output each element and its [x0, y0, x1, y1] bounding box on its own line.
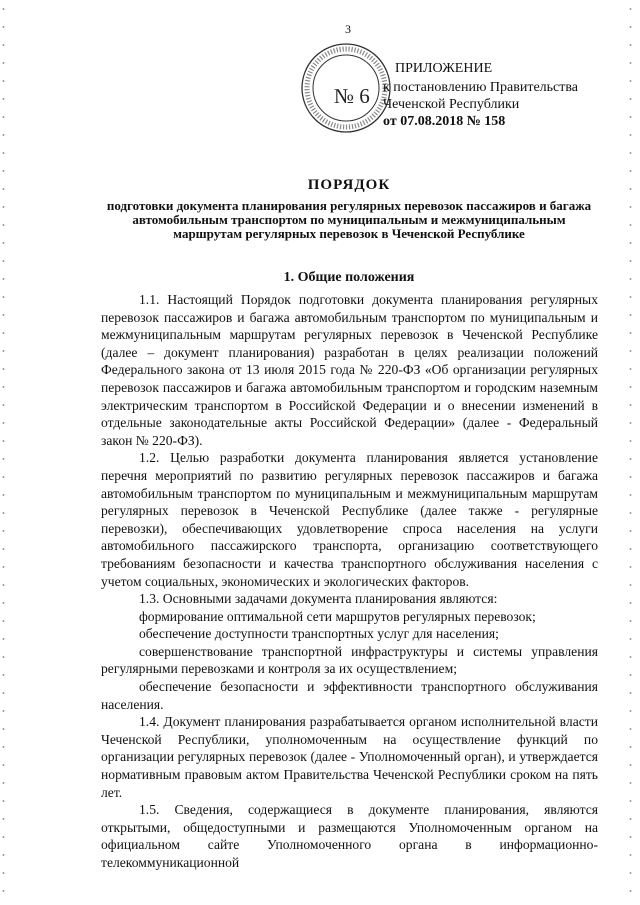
paragraph: 1.2. Целью разработки документа планирования является установление перечня мероприятий по развитию регулярных перевозок пассажиров и багажа автомобильным транспортом по муниципальным и межмуниципальным маршрутам регулярных перевозок в Чеченской Республике (далее также - регулярные перевозки), обеспечивающих удовлетворение спроса населения на услуги автомобильного пассажирского транспорта, организацию соответствующего требованиям безопасности и качества транспортного обслуживания населения с учетом социальных, экономических и экологических факторов.: [101, 450, 598, 589]
document-subtitle: подготовки документа планирования регулярных перевозок пассажиров и багажа автомобильным транспортом по муниципальным и межмуниципальным маршрутам регулярных перевозок в Чеченской Республике: [106, 198, 592, 241]
paragraph: совершенствование транспортной инфраструктуры и системы управления регулярными перевозками и контроля за их осуществлением;: [101, 643, 598, 677]
paragraph: 1.4. Документ планирования разрабатывается органом исполнительной власти Чеченской Республики, уполномоченным на осуществление функций по организации регулярных перевозок (далее - Уполномоченный орган), и утверждается нормативным правовым актом Правительства Чеченской Республики сроком на пять лет.: [101, 714, 598, 800]
appendix-line-2: Чеченской Республики: [383, 97, 520, 112]
stamp-number: № 6: [334, 84, 370, 108]
paragraph: 1.3. Основными задачами документа планирования являются:: [139, 591, 498, 607]
right-scan-edge: [629, 0, 632, 905]
appendix-line-1: к постановлению Правительства: [383, 80, 579, 95]
page-number: 3: [345, 22, 351, 36]
paragraph: обеспечение доступности транспортных услуг для населения;: [139, 626, 499, 642]
appendix-block: [383, 60, 603, 130]
document-body: [101, 291, 598, 872]
appendix-date: от 07.08.2018 № 158: [383, 114, 506, 129]
document-title: ПОРЯДОК: [307, 177, 391, 193]
section-title: 1. Общие положения: [283, 270, 415, 285]
paragraph: обеспечение безопасности и эффективности транспортного обслуживания населения.: [101, 679, 598, 712]
left-scan-edge: [2, 0, 5, 905]
paragraph: 1.1. Настоящий Порядок подготовки документа планирования регулярных перевозок пассажиров и багажа автомобильным транспортом по муниципальным и межмуниципальным маршрутам регулярных перевозок в Чеченской Республике (далее – документ планирования) разработан в целях реализации положений Федерального закона от 13 июля 2015 года № 220-ФЗ «Об организации регулярных перевозок пассажиров и багажа автомобильным транспортом и городским наземным электрическим транспортом в Российской Федерации и о внесении изменений в отдельные законодательные акты Российской Федерации» (далее - Федеральный закон № 220-ФЗ).: [101, 292, 598, 448]
paragraph: формирование оптимальной сети маршрутов регулярных перевозок;: [139, 608, 536, 624]
appendix-heading: ПРИЛОЖЕНИЕ: [395, 61, 493, 76]
paragraph: 1.5. Сведения, содержащиеся в документе планирования, являются открытыми, общедоступными и размещаются Уполномоченным органом на официальном сайте Уполномоченного органа в информационно-телекоммуникационной: [101, 802, 598, 870]
